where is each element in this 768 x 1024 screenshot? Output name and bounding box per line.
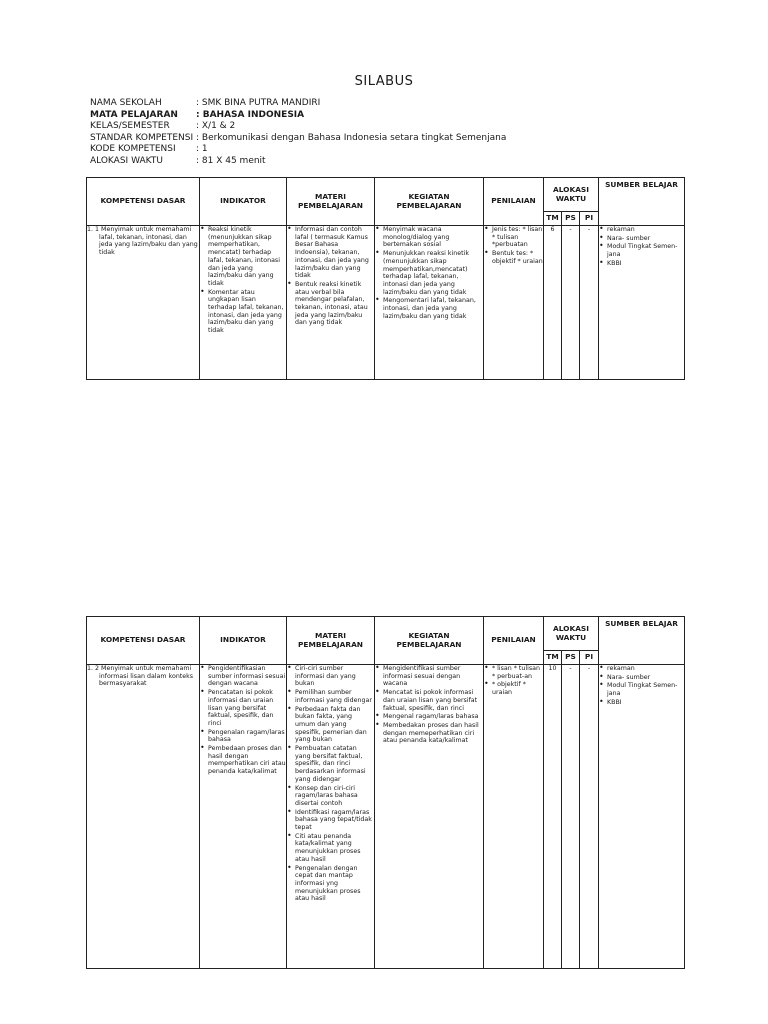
list-item: • Komentar atau ungkapan lisan terhadap lafal, tekanan, intonasi, dan jeda yang lazim/baku dan yang tidak (200, 289, 286, 335)
table-row (87, 665, 685, 969)
list-item: • KBBI (599, 699, 684, 707)
tm-value: 6 (544, 226, 562, 380)
materi-cell (287, 665, 375, 969)
header-penilaian: PENILAIAN (484, 178, 544, 226)
header-materi: MATERI PEMBELAJARAN (287, 617, 375, 665)
indikator-cell (200, 665, 287, 969)
header-tm: TM (544, 651, 562, 665)
list-item: • Nara- sumber (599, 674, 684, 682)
list-item: • rekaman (599, 226, 684, 234)
list-item: • Pengenalan ragam/laras bahasa (200, 729, 286, 744)
list-item: • Modul Tingkat Semen-jana (599, 682, 684, 697)
list-item: • rekaman (599, 665, 684, 673)
header-tm: TM (544, 212, 562, 226)
pi-value: - (580, 665, 599, 969)
list-item: • Pemilihan sumber informasi yang didengar (287, 689, 374, 704)
info-label: ALOKASI WAKTU (90, 155, 163, 166)
list-item: • * lisan * tulisan * perbuat-an (484, 665, 543, 680)
info-label: KODE KOMPETENSI (90, 144, 176, 154)
info-value: : 1 (196, 144, 208, 154)
header-materi: MATERI PEMBELAJARAN (287, 178, 375, 226)
info-row-school (90, 98, 690, 110)
list-item: • Ciri-ciri sumber informasi dan yang bukan (287, 665, 374, 688)
pi-value: - (580, 226, 599, 380)
list-item: • Modul Tingkat Semen-jana (599, 243, 684, 258)
list-item: • Pembedaan proses dan hasil dengan memperhatikan ciri atau penanda kata/kalimat (200, 745, 286, 776)
header-sumber: SUMBER BELAJAR (599, 178, 685, 226)
sumber-cell (599, 665, 685, 969)
list-item: • Pencatatan isi pokok informasi dan uraian lisan yang bersifat faktual, spesifik, dan rinci (200, 689, 286, 728)
list-item: • Membedakan proses dan hasil dengan memeperhatikan ciri atau penanda kata/kalimat (375, 722, 483, 745)
info-row-subject (90, 110, 690, 122)
header-alokasi: ALOKASI WAKTU (544, 178, 599, 212)
list-item: • Konsep dan ciri-ciri ragam/laras bahasa disertai contoh (287, 785, 374, 808)
header-pi: PI (580, 212, 599, 226)
info-value: : 81 X 45 menit (196, 155, 266, 166)
header-indikator: INDIKATOR (200, 178, 287, 226)
list-item: • Mengomentari lafal, tekanan, intonasi, dan jeda yang lazim/baku dan yang tidak (375, 297, 483, 320)
list-item: • Pengenalan dengan cepat dan mantap informasi yng menunjukkan proses atau hasil (287, 865, 374, 904)
list-item: • Jenis tes: * lisan * tulisan *perbuatan (484, 226, 543, 249)
info-value: : Berkomunikasi dengan Bahasa Indonesia setara tingkat Semenjana (196, 132, 507, 143)
document-title: SILABUS (354, 74, 414, 89)
indikator-cell (200, 226, 287, 380)
list-item: • Mengenal ragam/laras bahasa (375, 713, 483, 721)
header-kegiatan: KEGIATAN PEMBELAJARAN (375, 617, 484, 665)
info-label: KELAS/SEMESTER (90, 121, 170, 131)
sumber-cell (599, 226, 685, 380)
list-item: • Informasi dan contoh lafal ( termasuk Kamus Besar Bahasa Indoensia), tekanan, intonasi, dan jeda yang lazim/baku dan yang tidak (287, 226, 374, 280)
list-item: • Citi atau penanda kata/kalimat yang menunjukkan proses atau hasil (287, 833, 374, 864)
ps-value: - (562, 665, 580, 969)
kegiatan-cell (375, 665, 484, 969)
info-value: : BAHASA INDONESIA (196, 109, 305, 120)
kegiatan-cell (375, 226, 484, 380)
info-value: : SMK BINA PUTRA MANDIRI (196, 98, 321, 108)
penilaian-cell (484, 665, 544, 969)
list-item: • Perbedaan fakta dan bukan fakta, yang umum dan yang spesifik, pemerian dan yang bukan (287, 706, 374, 745)
header-kompetensi-dasar: KOMPETENSI DASAR (87, 178, 200, 226)
info-row-code (90, 144, 690, 156)
list-item: • Pengidentifikasian sumber informasi sesuai dengan wacana (200, 665, 286, 688)
kd-text: 1. 2 Menyimak untuk memahami informasi lisan dalam konteks bermasyarakat (87, 665, 194, 688)
header-penilaian: PENILAIAN (484, 617, 544, 665)
list-item: • Pembuatan catatan yang bersifat faktual, spesifik, dan rinci berdasarkan informasi yang didengar (287, 745, 374, 784)
penilaian-cell (484, 226, 544, 380)
header-indikator: INDIKATOR (200, 617, 287, 665)
syllabus-table-2 (86, 616, 685, 969)
kd-text: 1. 1 Menyimak untuk memahami lafal, tekanan, intonasi, dan jeda yang lazim/baku dan yang tidak (87, 226, 198, 257)
school-info (90, 98, 690, 167)
syllabus-table-1 (86, 177, 685, 380)
list-item: • * objektif * uraian (484, 681, 543, 696)
info-row-class (90, 121, 690, 133)
list-item: • Mencatat isi pokok informasi dan uraian lisan yang bersifat faktual, spesifik, dan rinci (375, 689, 483, 712)
header-ps: PS (562, 212, 580, 226)
header-kegiatan: KEGIATAN PEMBELAJARAN (375, 178, 484, 226)
header-alokasi: ALOKASI WAKTU (544, 617, 599, 651)
header-sumber: SUMBER BELAJAR (599, 617, 685, 665)
kd-cell (87, 226, 200, 380)
list-item: • Bentuk reaksi kinetik atau verbal bila mendengar pelafalan, tekanan, intonasi, atau jeda yang lazim/baku dan yang tidak (287, 281, 374, 327)
header-kompetensi-dasar: KOMPETENSI DASAR (87, 617, 200, 665)
ps-value: - (562, 226, 580, 380)
tm-value: 10 (544, 665, 562, 969)
info-row-standard (90, 133, 690, 145)
info-row-time (90, 156, 690, 168)
header-pi: PI (580, 651, 599, 665)
info-label: NAMA SEKOLAH (90, 98, 162, 108)
info-label: STANDAR KOMPETENSI (90, 132, 194, 143)
materi-cell (287, 226, 375, 380)
header-ps: PS (562, 651, 580, 665)
list-item: • Mengidentifikasi sumber informasi sesuai dengan wacana (375, 665, 483, 688)
kd-cell (87, 665, 200, 969)
info-value: : X/1 & 2 (196, 121, 236, 131)
list-item: • Nara- sumber (599, 235, 684, 243)
list-item: • Reaksi kinetik (menunjukkan sikap memperhatikan, mencatat) terhadap lafal, tekanan, intonasi dan jeda yang lazim/baku dan yang tidak (200, 226, 286, 288)
list-item: • Menunjukkan reaksi kinetik (menunjukkan sikap memperhatikan,mencatat) terhadap lafal, tekanan, intonasi dan jeda yang lazim/baku dan yang tidak (375, 250, 483, 296)
list-item: • KBBI (599, 260, 684, 268)
info-label: MATA PELAJARAN (90, 109, 178, 120)
list-item: • Identifikasi ragam/laras bahasa yang tepat/tidak tepat (287, 809, 374, 832)
list-item: • Bentuk tes: * objektif * uraian (484, 250, 543, 265)
list-item: • Menyimak wacana monolog/dialog yang bertemakan sosial (375, 226, 483, 249)
table-row (87, 226, 685, 380)
